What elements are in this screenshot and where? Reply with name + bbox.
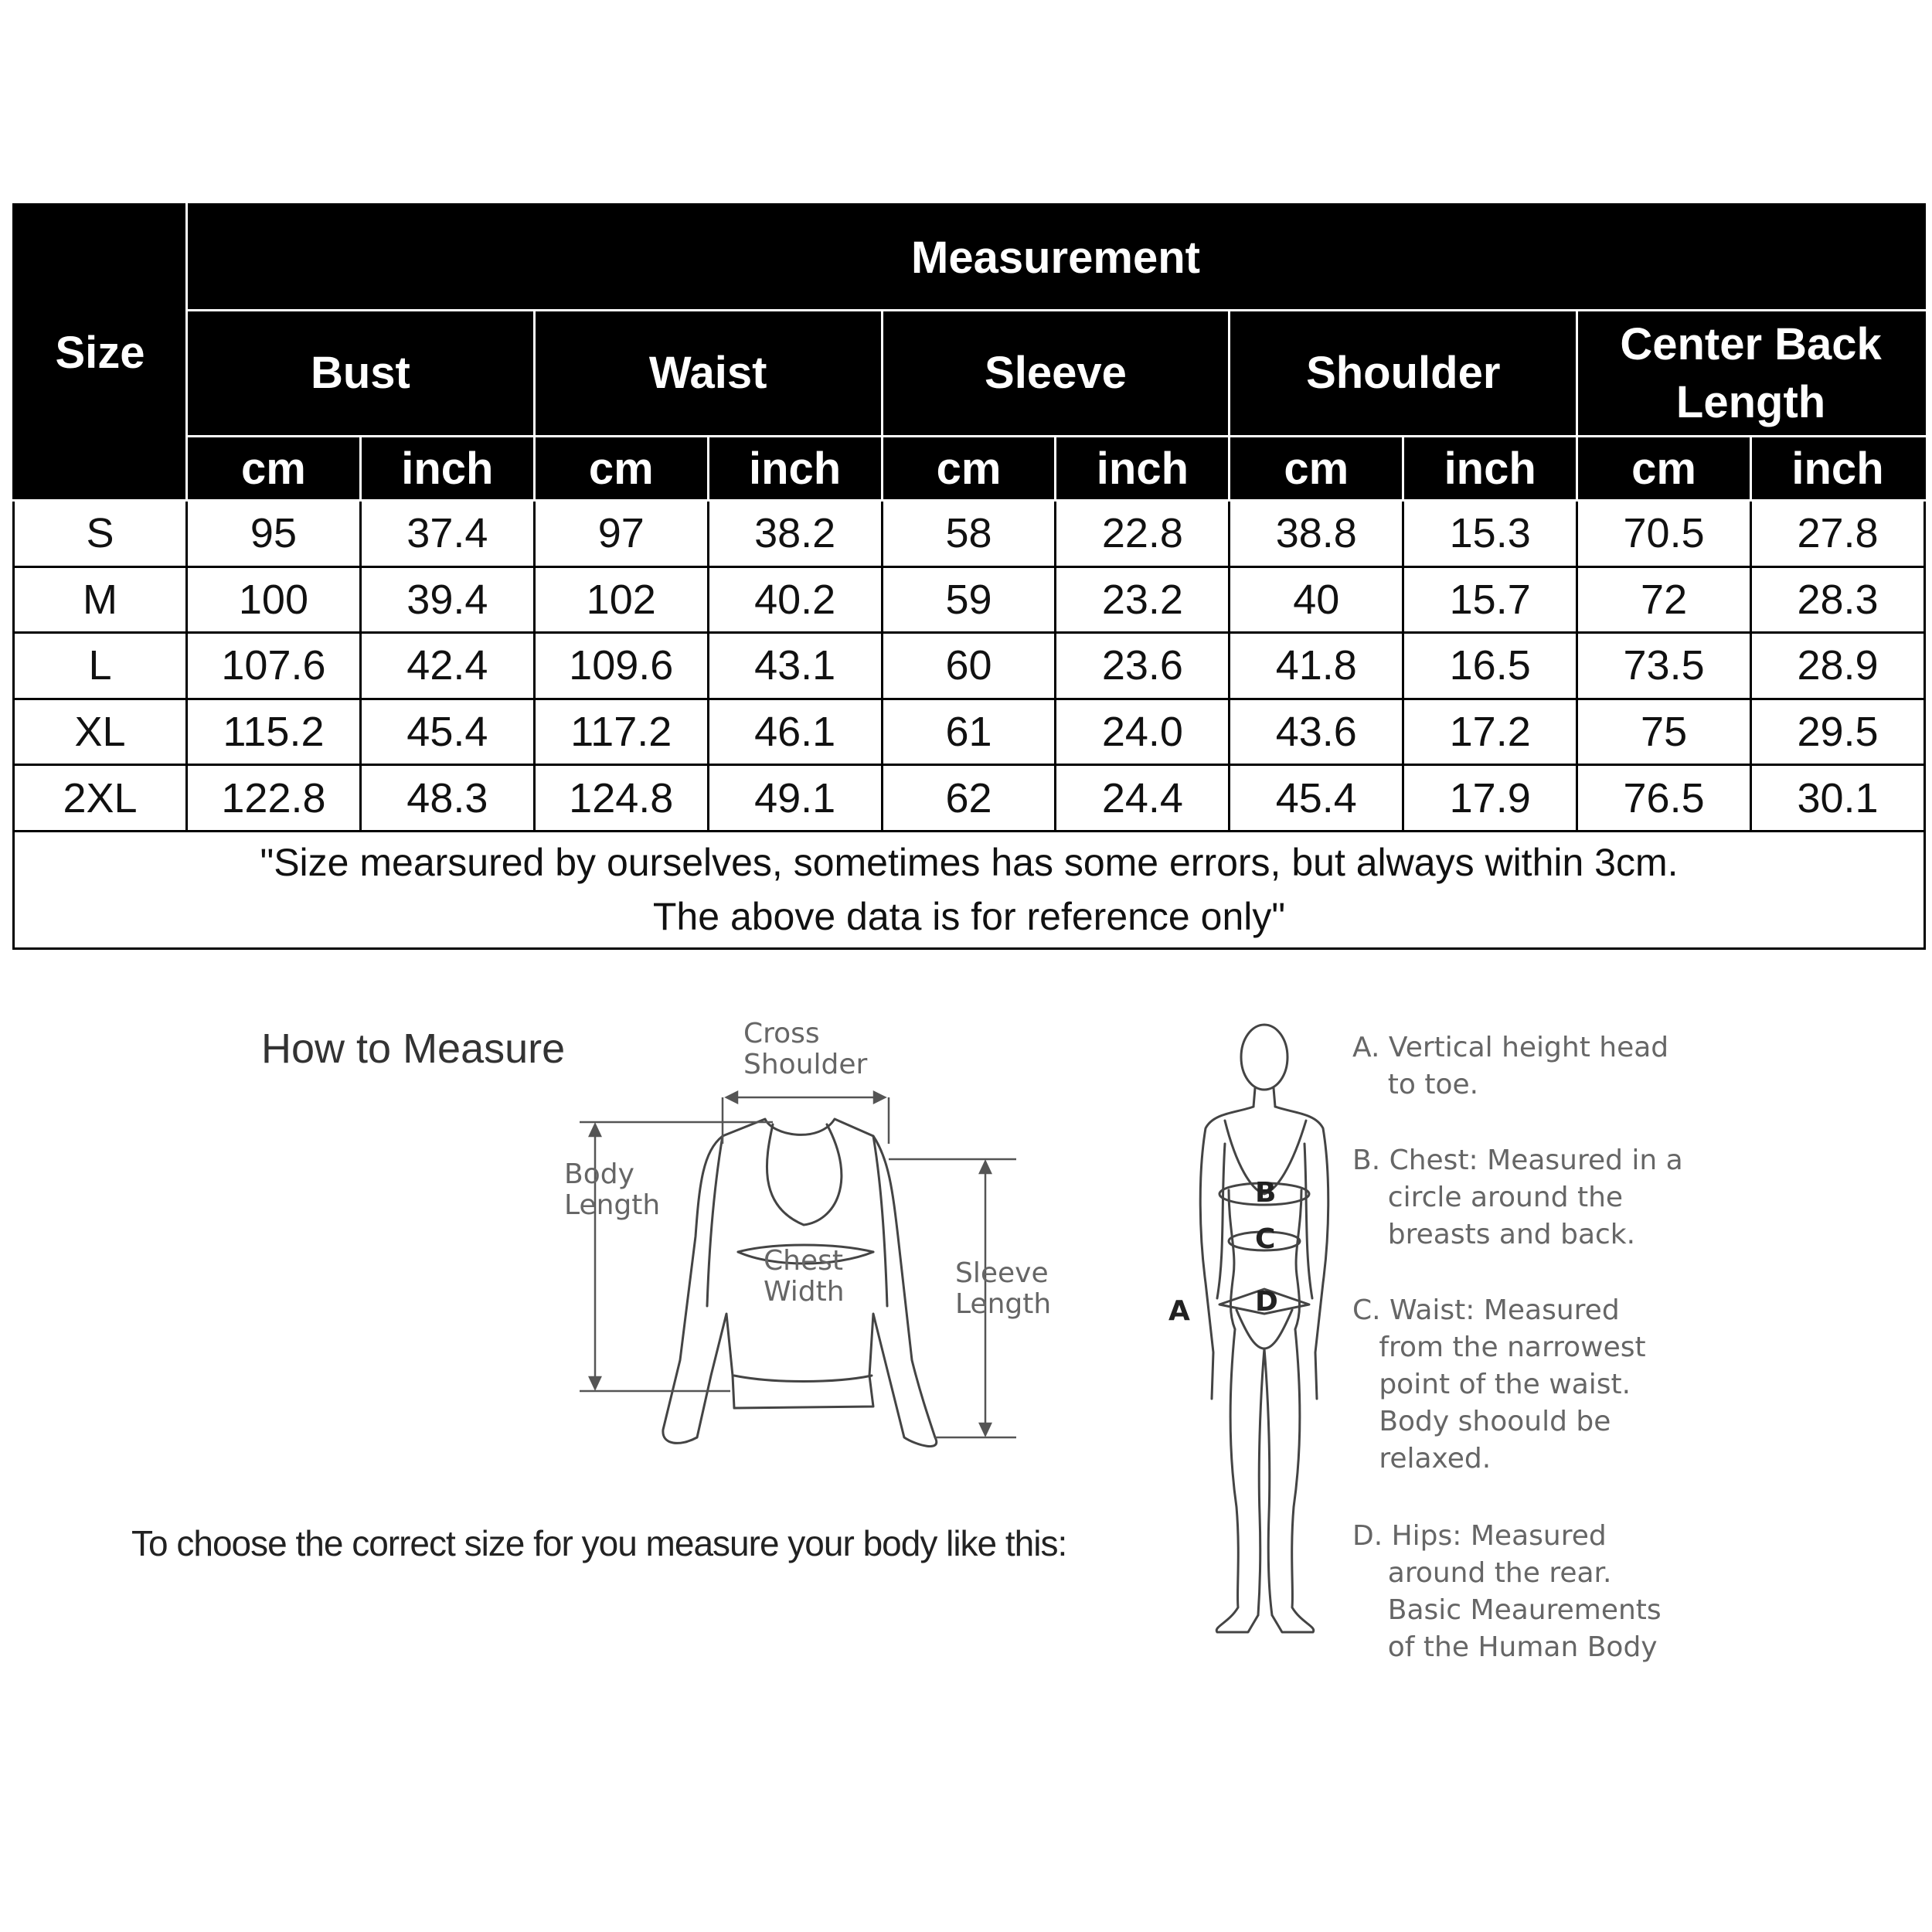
unit-header: cm bbox=[882, 437, 1056, 501]
value-cell: 43.6 bbox=[1230, 699, 1403, 765]
unit-header: cm bbox=[1577, 437, 1751, 501]
size-note-line2: The above data is for reference only" bbox=[652, 895, 1286, 939]
value-cell: 72 bbox=[1577, 566, 1751, 633]
value-cell: 73.5 bbox=[1577, 633, 1751, 699]
group-header-shoulder: Shoulder bbox=[1230, 311, 1577, 437]
value-cell: 29.5 bbox=[1751, 699, 1925, 765]
value-cell: 109.6 bbox=[534, 633, 708, 699]
group-header-center-back-length: Center Back Length bbox=[1577, 311, 1925, 437]
value-cell: 39.4 bbox=[360, 566, 534, 633]
unit-header: inch bbox=[1403, 437, 1577, 501]
value-cell: 122.8 bbox=[187, 765, 361, 832]
value-cell: 61 bbox=[882, 699, 1056, 765]
unit-header: inch bbox=[1056, 437, 1230, 501]
value-cell: 16.5 bbox=[1403, 633, 1577, 699]
group-header-bust: Bust bbox=[187, 311, 535, 437]
value-cell: 117.2 bbox=[534, 699, 708, 765]
size-cell: S bbox=[14, 501, 187, 567]
unit-header: cm bbox=[187, 437, 361, 501]
value-cell: 97 bbox=[534, 501, 708, 567]
instruction-b: B. Chest: Measured in a circle around the breasts and back. bbox=[1352, 1145, 1683, 1250]
body-letter-b: B bbox=[1255, 1177, 1277, 1209]
value-cell: 30.1 bbox=[1751, 765, 1925, 832]
value-cell: 40 bbox=[1230, 566, 1403, 633]
unit-header: cm bbox=[1230, 437, 1403, 501]
group-header-sleeve: Sleeve bbox=[882, 311, 1230, 437]
value-cell: 58 bbox=[882, 501, 1056, 567]
choose-size-instruction: To choose the correct size for you measure your body like this: bbox=[131, 1523, 1067, 1563]
measurement-header: Measurement bbox=[187, 205, 1925, 311]
value-cell: 115.2 bbox=[187, 699, 361, 765]
value-cell: 28.9 bbox=[1751, 633, 1925, 699]
value-cell: 23.2 bbox=[1056, 566, 1230, 633]
value-cell: 38.2 bbox=[708, 501, 882, 567]
size-cell: L bbox=[14, 633, 187, 699]
value-cell: 43.1 bbox=[708, 633, 882, 699]
sleeve-length-label: Sleeve Length bbox=[955, 1257, 1052, 1320]
value-cell: 62 bbox=[882, 765, 1056, 832]
size-cell: XL bbox=[14, 699, 187, 765]
body-letter-a: A bbox=[1168, 1295, 1190, 1327]
value-cell: 40.2 bbox=[708, 566, 882, 633]
value-cell: 41.8 bbox=[1230, 633, 1403, 699]
instruction-a: A. Vertical height head to toe. bbox=[1352, 1032, 1669, 1100]
value-cell: 45.4 bbox=[1230, 765, 1403, 832]
size-note-line1: "Size mearsured by ourselves, sometimes has some errors, but always within 3cm. bbox=[260, 841, 1679, 885]
value-cell: 24.4 bbox=[1056, 765, 1230, 832]
value-cell: 22.8 bbox=[1056, 501, 1230, 567]
body-letter-c: C bbox=[1255, 1223, 1276, 1255]
body-letter-d: D bbox=[1255, 1286, 1278, 1318]
value-cell: 48.3 bbox=[360, 765, 534, 832]
body-length-label: Body Length bbox=[564, 1158, 661, 1221]
value-cell: 27.8 bbox=[1751, 501, 1925, 567]
value-cell: 23.6 bbox=[1056, 633, 1230, 699]
value-cell: 17.2 bbox=[1403, 699, 1577, 765]
value-cell: 15.7 bbox=[1403, 566, 1577, 633]
value-cell: 59 bbox=[882, 566, 1056, 633]
value-cell: 38.8 bbox=[1230, 501, 1403, 567]
value-cell: 107.6 bbox=[187, 633, 361, 699]
value-cell: 17.9 bbox=[1403, 765, 1577, 832]
value-cell: 37.4 bbox=[360, 501, 534, 567]
value-cell: 15.3 bbox=[1403, 501, 1577, 567]
how-to-measure-title: How to Measure bbox=[261, 1026, 566, 1072]
value-cell: 46.1 bbox=[708, 699, 882, 765]
value-cell: 76.5 bbox=[1577, 765, 1751, 832]
size-header: Size bbox=[14, 205, 187, 501]
value-cell: 75 bbox=[1577, 699, 1751, 765]
value-cell: 100 bbox=[187, 566, 361, 633]
value-cell: 60 bbox=[882, 633, 1056, 699]
value-cell: 49.1 bbox=[708, 765, 882, 832]
unit-header: inch bbox=[1751, 437, 1925, 501]
cross-shoulder-label: Cross Shoulder bbox=[743, 1018, 868, 1080]
value-cell: 124.8 bbox=[534, 765, 708, 832]
value-cell: 95 bbox=[187, 501, 361, 567]
size-cell: M bbox=[14, 566, 187, 633]
value-cell: 24.0 bbox=[1056, 699, 1230, 765]
unit-header: inch bbox=[360, 437, 534, 501]
chest-width-label: Chest Width bbox=[764, 1245, 845, 1308]
value-cell: 28.3 bbox=[1751, 566, 1925, 633]
value-cell: 102 bbox=[534, 566, 708, 633]
value-cell: 45.4 bbox=[360, 699, 534, 765]
unit-header: cm bbox=[534, 437, 708, 501]
instruction-c: C. Waist: Measured from the narrowest point of the waist. Body shoould be relaxed. bbox=[1352, 1294, 1646, 1475]
size-cell: 2XL bbox=[14, 765, 187, 832]
instruction-d: D. Hips: Measured around the rear. Basic Meaurements of the Human Body bbox=[1352, 1520, 1662, 1663]
unit-header: inch bbox=[708, 437, 882, 501]
value-cell: 42.4 bbox=[360, 633, 534, 699]
group-header-waist: Waist bbox=[534, 311, 882, 437]
value-cell: 70.5 bbox=[1577, 501, 1751, 567]
